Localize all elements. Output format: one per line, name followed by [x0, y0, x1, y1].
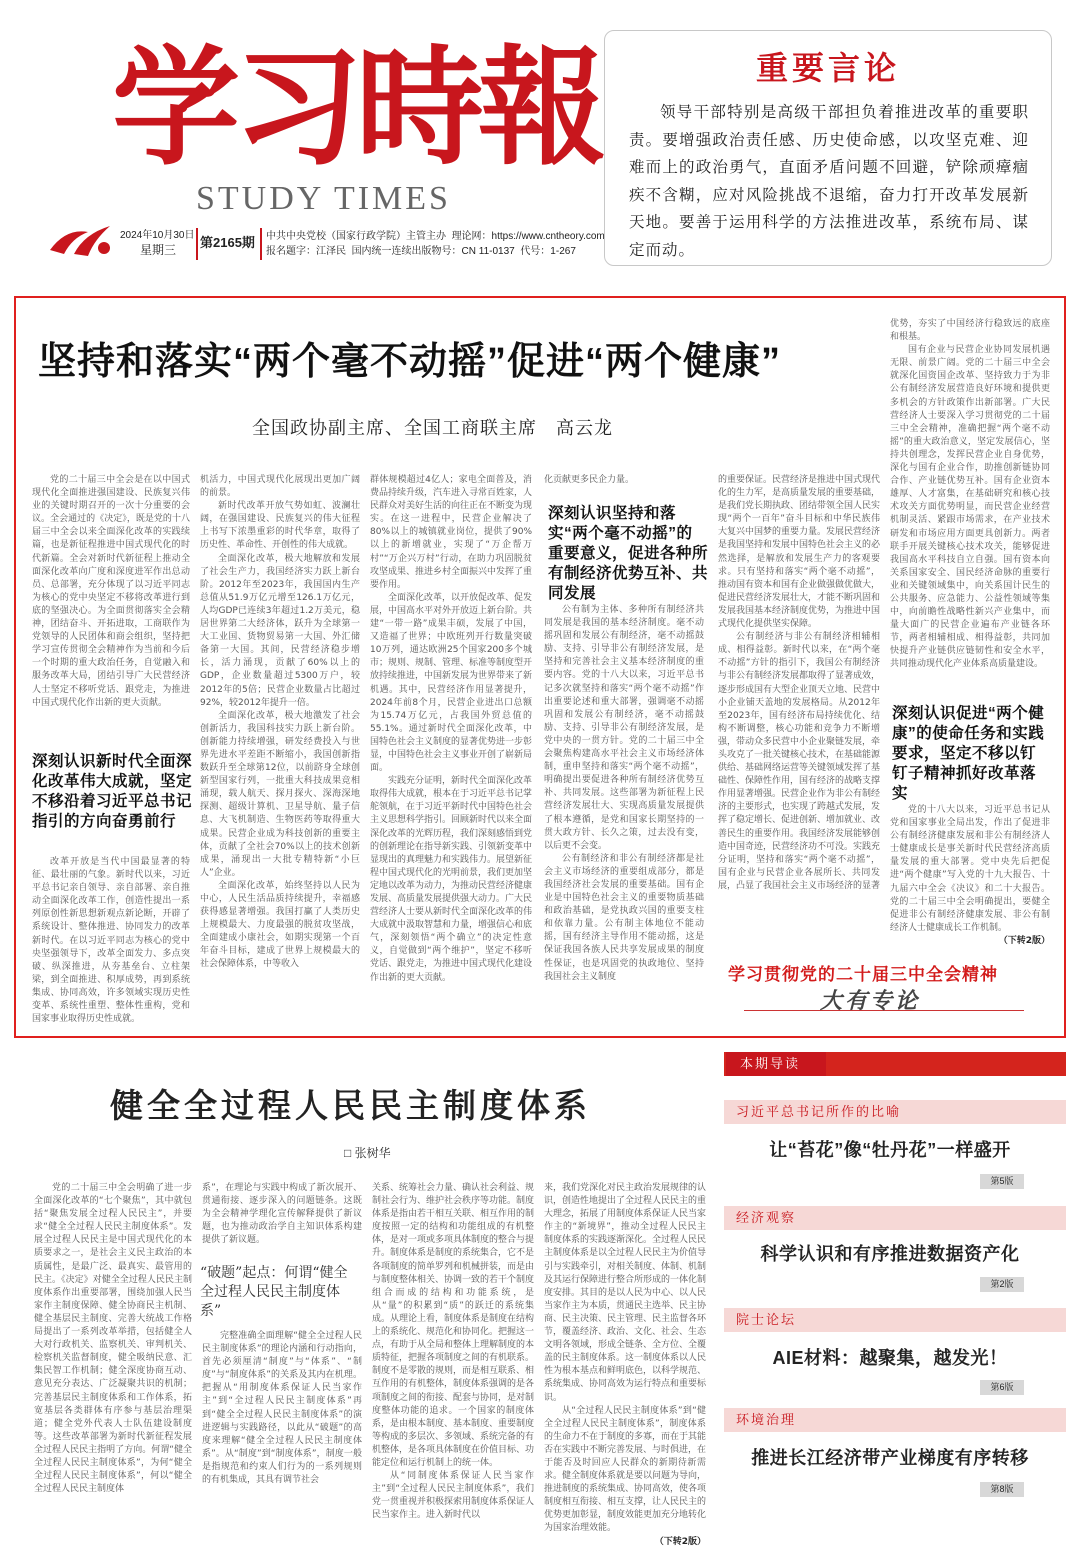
website: 理论网：https://www.cntheory.com [451, 231, 605, 242]
feature-subhead-1: 深刻认识新时代全面深化改革伟大成就，坚定不移沿着习近平总书记指引的方向奋勇前行 [32, 753, 193, 830]
issue-date [120, 229, 195, 257]
article2-column-1 [34, 1182, 192, 1502]
publication-info [266, 229, 605, 259]
paragraph: 改革开放是当代中国最显著的特征、最壮丽的气象。新时代以来，习近平总书记亲自领导、亲自部署、亲自推动全面深化改革工作，创造性提出一系列原创性新思想新观点新论断，开辟了系统设计、整体推进、协同发力的改革新时代。在以习近平同志为核心的党中央坚强领导下，改革全面发力、多点突破、纵深推进，从夯基垒台、立柱架梁，到全面推进、积厚成势，再到系统集成、协同高效，许多领域实现历史性变革、系统性重塑、整体性重构，党和国家事业取得历史性成就。 [32, 857, 190, 1025]
article2-subhead: “破题”起点：何谓“健全全过程人民民主制度体系” [200, 1265, 348, 1319]
paragraph: 公有制为主体、多种所有制经济共同发展是我国的基本经济制度。毫不动摇巩固和发展公有制经济，毫不动摇鼓励、支持、引导非公有制经济发展，是坚持和完善社会主义基本经济制度的重要内容。党的十八大以来，习近平总书记多次就坚持和落实“两个毫不动摇”作出重要论述和重大部署，强调毫不动摇巩固和发展公有制经济，毫不动摇鼓励、支持、引导非公有制经济发展，是党中央的一贯方针。党的二十届三中全会聚焦构建高水平社会主义市场经济体制，重申坚持和落实“两个毫不动摇”，明确提出要促进各种所有制经济优势互补、共同发展。这些部署为新征程上民营经济发展壮大、实现高质量发展提供了根本遵循，是党和国家长期坚持的一贯大政方针、长久之策，过去没有变，以后更不会变。 [544, 605, 704, 851]
feature-subhead-3: 深刻认识促进“两个健康”的使命任务和实践要求，坚定不移以钉钉子精神抓好改革落实 [892, 705, 1045, 802]
guide-page: 第6版 [980, 1380, 1024, 1395]
feature-column-5 [718, 474, 880, 950]
article2-column-2-top [202, 1182, 362, 1246]
guide-page: 第5版 [980, 1174, 1024, 1189]
guide-tag: 环境治理 [736, 1412, 797, 1427]
issue-number: 第2165期 [200, 235, 255, 250]
guide-tag: 习近平总书记所作的比喻 [736, 1104, 902, 1119]
paragraph: 系”，在理论与实践中构成了新次展开、贯通衔接、逐步深入的问题链条。这既为全会精神学理化宣传解释提供了新议题，也为推动政治学自主知识体系构建提供了新议题。 [202, 1183, 362, 1246]
calligraphy-credit: 报名题字：江泽民 [266, 246, 346, 257]
guide-link[interactable]: 让“苔花”像“牡丹花”一样盛开 [769, 1140, 1011, 1160]
cn-number: 国内统一连续出版物号：CN 11-0137 [351, 246, 515, 257]
feature-column-1 [32, 474, 190, 724]
guide-page: 第8版 [980, 1482, 1024, 1497]
publisher: 中共中央党校（国家行政学院）主管主办 [266, 231, 446, 242]
paragraph: 来，我们党深化对民主政治发展规律的认识，创造性地提出了全过程人民民主的重大理念，拓展了用制度体系保证人民当家作主的“新境界”，推动全过程人民民主制度体系的实践逐渐深化。全过程人民民主制度体系是以全过程人民民主为价值导引与实践牵引，对相关制度、体制、机制及其运行保障进行整合所形成的一体化制度安排。其目的是以人民为中心、以人民当家作主为本质，贯通民主选举、民主协商、民主决策、民主管理、民主监督各环节，覆盖经济、政治、文化、社会、生态文明各领域，形成全链条、全方位、全覆盖的民主制度体系。这一制度体系以人民性为根本基点和鲜明底色，以科学规范、系统集成、协同高效为运行特点和重要标识。 [544, 1183, 707, 1403]
paragraph: 化贡献更多民企力量。 [544, 475, 635, 485]
paragraph: 机活力，中国式现代化展现出更加广阔的前景。 [200, 475, 360, 499]
series-banner: 学习贯彻党的二十届三中全会精神 [728, 965, 998, 984]
paragraph: 从“全过程人民民主制度体系”到“健全全过程人民民主制度体系”，制度体系的生命力不在于制度的多寡，而在于其能否在实践中不断完善发展、与时俱进，在于能否及时回应人民群众的新期待新需求。健全制度体系就是要以问题为导向，推进制度的系统集成、协同高效，使各项制度相互衔接、相互支撑，让人民民主的优势更加彰显，制度效能更加充分地转化为国家治理效能。 [544, 1405, 707, 1534]
continued-note: （下转2版） [998, 935, 1050, 946]
masthead-english-title: STUDY TIMES [196, 180, 451, 217]
guide-link[interactable]: 推进长江经济带产业梯度有序转移 [751, 1448, 1029, 1468]
paragraph: 全面深化改革，始终坚持以人民为中心，人民生活品质持续提升，幸福感获得感显著增强。我国打赢了人类历史上规模最大、力度最强的脱贫攻坚战，全面建成小康社会，如期实现第一个百年奋斗目标，建成了世界上规模最大的社会保障体系，中等收入 [200, 880, 360, 970]
paragraph: 党的二十届三中全会明确了进一步全面深化改革的“七个聚焦”，其中就包括“聚焦发展全过程人民民主”，并要求“健全全过程人民民主制度体系”。发展全过程人民民主是中国式现代化的本质要求之一，是社会主义民主政治的本质属性，是最广泛、最真实、最管用的民主。《决定》对健全全过程人民民主制度体系作出重要部署，围绕加强人民当家作主制度保障、健全协商民主机制、健全基层民主制度、完善大统战工作格局提出了一系列改革举措，包括健全人大对行政机关、监察机关、审判机关、检察机关监督制度，健全吸纳民意、汇集民智工作机制；健全深度协商互动、意见充分表达、广泛凝聚共识的机制；完善基层民主制度体系和工作体系，拓宽基层各类群体有序参与基层治理渠道；健全党外代表人士队伍建设制度等。这些改革部署为新时代新征程发展全过程人民民主指明了方向。何谓“健全全过程人民民主制度体系”，为何“健全全过程人民民主制度体系”，何以“健全全过程人民民主制度体 [34, 1183, 192, 1495]
postal-code: 代号：1-267 [520, 246, 576, 257]
article2-column-3 [372, 1182, 535, 1521]
feature-column-4-top [544, 474, 704, 494]
paragraph: 实践充分证明，新时代全面深化改革取得伟大成就，根本在于习近平总书记掌舵领航，在于习近平新时代中国特色社会主义思想科学指引。回顾新时代以来全面深化改革的光辉历程，我们深刻感悟到党的创新理论在指导新实践、引领新变革中显现出的真理魅力和实践伟力。展望新征程中国式现代化的光明前景，我们更加坚定地以改革为动力，为推动民营经济健康发展、高质量发展提供强大动力。广大民营经济人士要从新时代全面深化改革的伟大成就中汲取智慧和力量，增强信心和底气，深刻领悟“两个确立”的决定性意义，自觉做到“两个维护”，坚定不移听党话、跟党走，为推进中国式现代化建设作出新的更大贡献。 [370, 776, 533, 983]
article2-title: 健全全过程人民民主制度体系 [110, 1086, 591, 1125]
paragraph: 新时代改革开放气势如虹、波澜壮阔，在强国建设、民族复兴的伟大征程上书写下浓墨重彩的时代华章，取得了历史性、革命性、开创性的伟大成就。 [200, 501, 360, 551]
feature-author: 全国政协副主席、全国工商联主席 高云龙 [252, 418, 613, 439]
paragraph: 关系、统筹社会力量、确认社会利益、规制社会行为、维护社会秩序等功能。制度体系是指由若干相互关联、相互作用的制度按照一定的结构和功能组成的有机整体，是对一项或多项具体制度的整合与提升。制度体系是制度的系统集合，它不是各项制度的简单罗列和机械拼装，而是由与制度整体相关、协调一致的若干个制度组合而成的结构和功能系统，是从“量”的积累到“质”的跃迁的系统集成。从理论上看，制度体系是制度在结构上的系统化、规范化和协同化。把握这一点，有助于从全局和整体上理解制度的本质特征，把握各项制度之间的有机联系。制度不是零散的规则，而是相互联系、相互作用的有机整体，制度体系强调的是各项制度之间的衔接、配套与协同，是对制度整体功能的追求。一个国家的制度体系，是由根本制度、基本制度、重要制度等构成的多层次、多领域、系统完备的有机整体，是各项具体制度在价值目标、功能定位和运行机制上的统一体。 [372, 1183, 535, 1468]
feature-column-3 [370, 474, 532, 1030]
paragraph: 完整准确全面理解“健全全过程人民民主制度体系”的理论内涵和行动指向，首先必须厘清“制度”与“体系”、“制度”与“制度体系”的关系及其内在机理。把握从“用制度体系保证人民当家作主”到“全过程人民民主制度体系”再到“健全全过程人民民主制度体系”的演进逻辑与实践路径，以此从“破题”的高度来理解“健全全过程人民民主制度体系”。从“制度”到“制度体系”，制度一般是指规范和约束人们行为的一系列规则的有机集成，其具有调节社会 [202, 1331, 362, 1486]
guide-link[interactable]: AIE材料：越聚集，越发光！ [772, 1348, 1008, 1368]
important-remarks-box [604, 30, 1052, 266]
paragraph: 群体规模超过4亿人；家电全面普及，消费品持续升级，汽车进入寻常百姓家，人民群众对美好生活的向往正在不断变为现实。在这一进程中，民营企业解决了80%以上的城镇就业岗位，提供了90%以上的新增就业，实现了“万企帮万村”“万企兴万村”行动，在助力巩固脱贫攻坚成果、推进乡村全面振兴中发挥了重要作用。 [370, 475, 533, 590]
article2-column-2 [202, 1330, 362, 1502]
feature-column-6b [890, 804, 1050, 946]
divider [196, 228, 198, 260]
paragraph: 的重要保证。民营经济是推进中国式现代化的生力军，是高质量发展的重要基础，是我们党长期执政、团结带领全国人民实现“两个一百年”奋斗目标和中华民族伟大复兴中国梦的重要力量。发展民营经济是我国坚持和发展中国特色社会主义的必然选择，是解放和发展生产力的客观要求。只有坚持和落实“两个毫不动摇”，推动国有资本和国有企业做强做优做大，促进民营经济发展壮大，才能不断巩固和发展我国基本经济制度优势，为推进中国式现代化提供坚实保障。 [718, 475, 881, 630]
paragraph: 优势，夯实了中国经济行稳致远的底座和根基。 [890, 319, 1050, 343]
guide-link[interactable]: 科学认识和有序推进数据资产化 [760, 1244, 1020, 1264]
paragraph: 全面深化改革，以开放促改革、促发展，中国高水平对外开放迈上新台阶。共建“一带一路”成果丰硕，发展了中国，又造福了世界；中欧班列开行数量突破10万列，通达欧洲25个国家200多个城市；规则、规制、管理、标准等制度型开放持续推进，中国新发展为世界带来了新机遇。其中，民营经济作用显著提升，2024年前8个月，民营企业进出口总额为15.74万亿元，占我国外贸总值的55.1%。通过新时代全面深化改革，中国特色社会主义制度的显著优势进一步彰显，中国特色社会主义事业开创了崭新局面。 [370, 592, 533, 774]
feature-subhead-2: 深刻认识坚持和落实“两个毫不动摇”的重要意义，促进各种所有制经济优势互补、共同发展 [548, 505, 709, 602]
paragraph: 国有企业与民营企业协同发展机遇无限、前景广阔。党的二十届三中全会就深化国资国企改革、坚持致力于为非公有制经济发展营造良好环境和提供更多机会的方针政策作出新部署。广大民营经济人士要深入学习贯彻党的二十届三中全会精神，准确把握“两个毫不动摇”的重大政治意义，坚定发展信心，坚持共创理念，发挥民营企业自身优势，深化与国有企业合作，助推创新链协同合作、产业链优势互补。国有企业资本雄厚、人才富集，在基础研究和核心技术攻关方面优势明显，而民营企业经营机制灵活、紧跟市场需求，在产业技术研发和市场应用方面更具创新力。两者联手开展关键核心技术攻关，能够促进我国高水平科技自立自强。国有资本向关系国家安全、国民经济命脉的重要行业和关键领域集中，向关系国计民生的公共服务、应急能力、公益性领域等集中，向前瞻性战略性新兴产业集中，而量大面广的民营企业遍布产业链各环节，两者相辅相成、相得益彰，共同加快提升产业链供应链韧性和安全水平，共同推动现代化产业体系高质量建设。 [890, 345, 1050, 670]
article2-column-4 [544, 1182, 707, 1547]
feature-column-2 [200, 474, 360, 1030]
article2-author: □ 张树华 [344, 1146, 391, 1160]
remarks-text: 领导干部特别是高级干部担负着推进改革的重要职责。要增强政治责任感、历史使命感，以攻坚克难、迎难而上的政治勇气，直面矛盾问题不回避，铲除顽瘴痼疾不含糊，应对风险挑战不退缩，奋力打开改革发展新天地。要善于运用科学的方法推进改革，系统布局、谋定而动。 [629, 103, 1029, 259]
divider [260, 228, 262, 260]
guide-header: 本期导读 [726, 1052, 826, 1076]
feature-column-4 [544, 604, 704, 1030]
feature-title: 坚持和落实“两个毫不动摇”促进“两个健康” [38, 341, 782, 383]
series-label: 大有专论 [820, 988, 921, 1014]
paragraph: 全面深化改革，极大地解放和发展了社会生产力，我国经济实力跃上新台阶。2012年至2023年，我国国内生产总值从51.9万亿元增至126.1万亿元，人均GDP已连续3年超过1.2万美元，稳居世界第二大经济体，跃升为全球第一大工业国、货物贸易第一大国、外汇储备第一大国。其间，民营经济稳步增长，活力涌现，贡献了60%以上的GDP，企业数量超过5300万户，较2012年的5倍；民营企业数量占比超过92%，较2012年提升一倍。 [200, 553, 360, 708]
masthead-title: 学习時報 [112, 33, 601, 183]
guide-page: 第2版 [980, 1277, 1024, 1292]
paragraph: 全面深化改革，极大地激发了社会创新活力，我国科技实力跃上新台阶。创新能力持续增强，研发经费投入与世界先进水平差距不断缩小，我国创新指数跃升至全球第12位，以前跻身全球创新型国家行列，一批重大科技成果竞相涌现，载人航天、探月探火、深海深地探测、超级计算机、卫星导航、量子信息、大飞机制造、生物医药等取得重大成果。民营企业成为科技创新的重要主体，贡献了全社会70%以上的技术创新成果，涌现出一大批专精特新“小巨人”企业。 [200, 710, 360, 878]
issue-weekday: 星期三 [140, 243, 177, 257]
paragraph: 党的二十届三中全会是在以中国式现代化全面推进强国建设、民族复兴伟业的关键时期召开的一次十分重要的会议。全会通过的《决定》，既是党的十八届三中全会以来全面深化改革的实践续篇，也是新征程推进中国式现代化的时代新篇。全会对新时代新征程上推动全面深化改革向广度和深度进军作出总动员、总部署，充分体现了以习近平同志为核心的党中央坚定不移将改革进行到底的坚强决心。为全面贯彻落实全会精神，团结奋斗、开拓进取，工商联作为党领导的人民团体和商会组织，坚持把学习宣传贯彻全会精神作为当前和今后一个时期的重大政治任务，自觉融入和服务改革大局，团结引导广大民营经济人士坚定不移听党话、跟党走，为推进中国式现代化作出新的更大贡献。 [32, 475, 190, 708]
paragraph: 公有制经济与非公有制经济相辅相成、相得益彰。新时代以来，在“两个毫不动摇”方针的指引下，我国公有制经济与非公有制经济发展都取得了显著成效，逐步形成国有大型企业顶天立地、民营中小企业铺天盖地的发展格局。从2012年至2023年，国有经济布局持续优化、结构不断调整，核心功能和竞争力不断增强，带动众多民营中小企业聚链发展，牵头攻克了一批关键核心技术，在基础能源供给、基础网络运营等关键领域发挥了基础性、保障性作用，国有经济的战略支撑作用显著增强。民营企业作为非公有制经济的主要形式，也实现了跨越式发展，发挥了稳定增长、促进创新、增加就业、改善民生的重要作用。我国经济发展能够创造中国奇迹，民营经济功不可没。实践充分证明，坚持和落实“两个毫不动摇”，国有企业与民营企业各展所长、共同发展，凸显了我国社会主义市场经济的显著 [718, 632, 881, 891]
issue-date-text: 2024年10月30日 [120, 230, 195, 241]
feature-column-1b [32, 856, 190, 1030]
remarks-title: 重要言论 [755, 50, 900, 86]
newspaper-logo-icon [48, 220, 120, 258]
continued-note: （下转2版） [654, 1536, 706, 1547]
paragraph: 党的十八大以来，习近平总书记从党和国家事业全局出发，作出了促进非公有制经济健康发展和非公有制经济人士健康成长是事关新时代民营经济高质量发展的重大部署。党中央先后把促进“两个健康”写入党的十九大报告、十九届六中全会《决议》和二十大报告。党的二十届三中全会明确提出，要健全促进非公有制经济健康发展、非公有制经济人士健康成长工作机制。 [890, 805, 1050, 933]
paragraph: 公有制经济和非公有制经济都是社会主义市场经济的重要组成部分，都是我国经济社会发展的重要基础。国有企业是中国特色社会主义的重要物质基础和政治基础，是党执政兴国的重要支柱和依靠力量。公有制主体地位不能动摇，国有经济主导作用不能动摇，这是保证我国各族人民共享发展成果的制度性保证，也是巩固党的执政地位、坚持我国社会主义制度 [544, 853, 704, 982]
feature-column-6 [890, 318, 1050, 702]
guide-tag: 经济观察 [736, 1210, 797, 1225]
paragraph: 从“同制度体系保证人民当家作主”到“全过程人民民主制度体系”，我们党一贯重视并积极探索用制度体系保证人民当家作主。进入新时代以 [372, 1471, 535, 1521]
guide-tag: 院士论坛 [736, 1312, 797, 1327]
